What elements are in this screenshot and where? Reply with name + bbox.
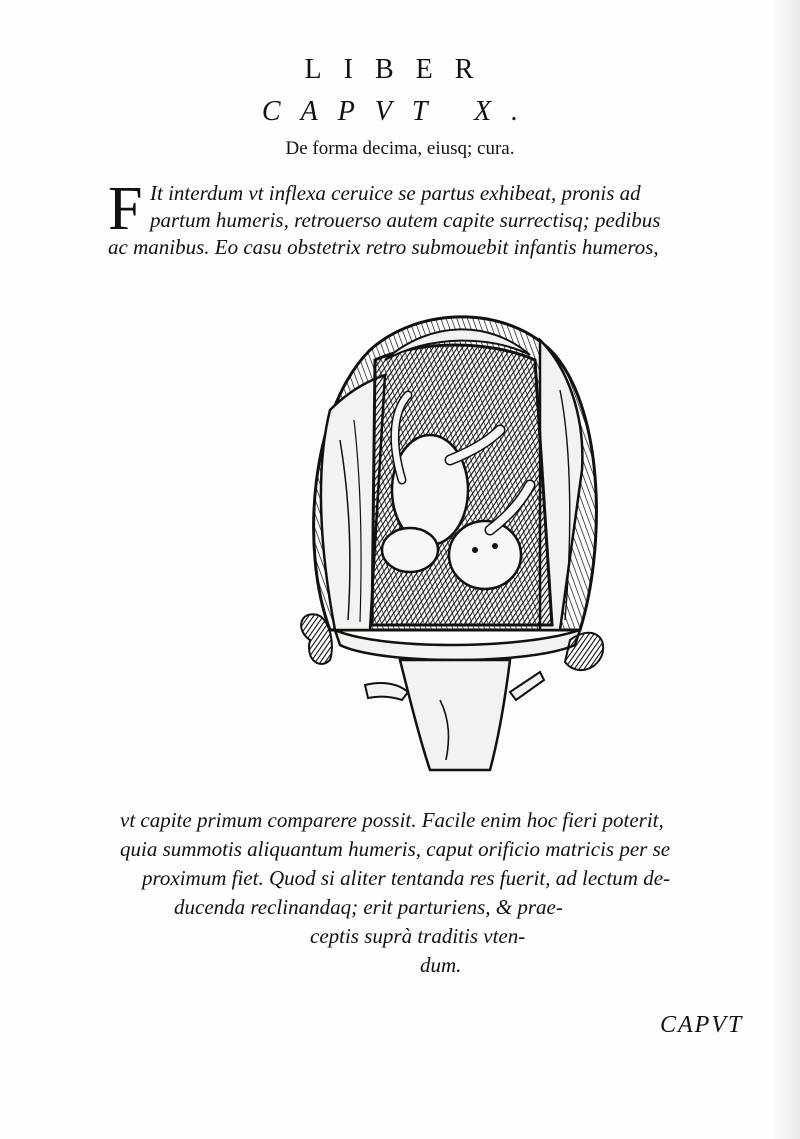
text-line: ducenda reclinandaq; erit parturiens, & prae- (174, 895, 563, 919)
woodcut-illustration (290, 300, 610, 780)
paragraph-two (120, 806, 780, 980)
text-line: It interdum vt inflexa ceruice se partus exhibeat, pronis ad (150, 181, 641, 205)
text-line: partum humeris, retrouerso autem capite surrectisq; pedibus (150, 208, 661, 232)
text-line: vt capite primum comparere possit. Facile enim hoc fieri poterit, (120, 808, 664, 832)
paragraph-one (108, 175, 768, 261)
catchword: CAPVT (660, 1012, 744, 1038)
text-line: dum. (420, 953, 462, 977)
chapter-subtitle: De forma decima, eiusq; cura. (285, 138, 515, 159)
fetus-in-womb-woodcut-icon (290, 300, 610, 780)
chapter-title: CAPVT X. (261, 96, 539, 127)
drop-cap: F (108, 175, 143, 243)
text-line: quia summotis aliquantum humeris, caput orificio matricis per se (120, 837, 671, 861)
text-line: ceptis suprà traditis vten- (310, 924, 526, 948)
text-line: proximum fiet. Quod si aliter tentanda res fuerit, ad lectum de- (142, 866, 671, 890)
running-head: LIBER (304, 54, 496, 85)
text-line: ac manibus. Eo casu obstetrix retro submouebit infantis humeros, (108, 235, 659, 259)
